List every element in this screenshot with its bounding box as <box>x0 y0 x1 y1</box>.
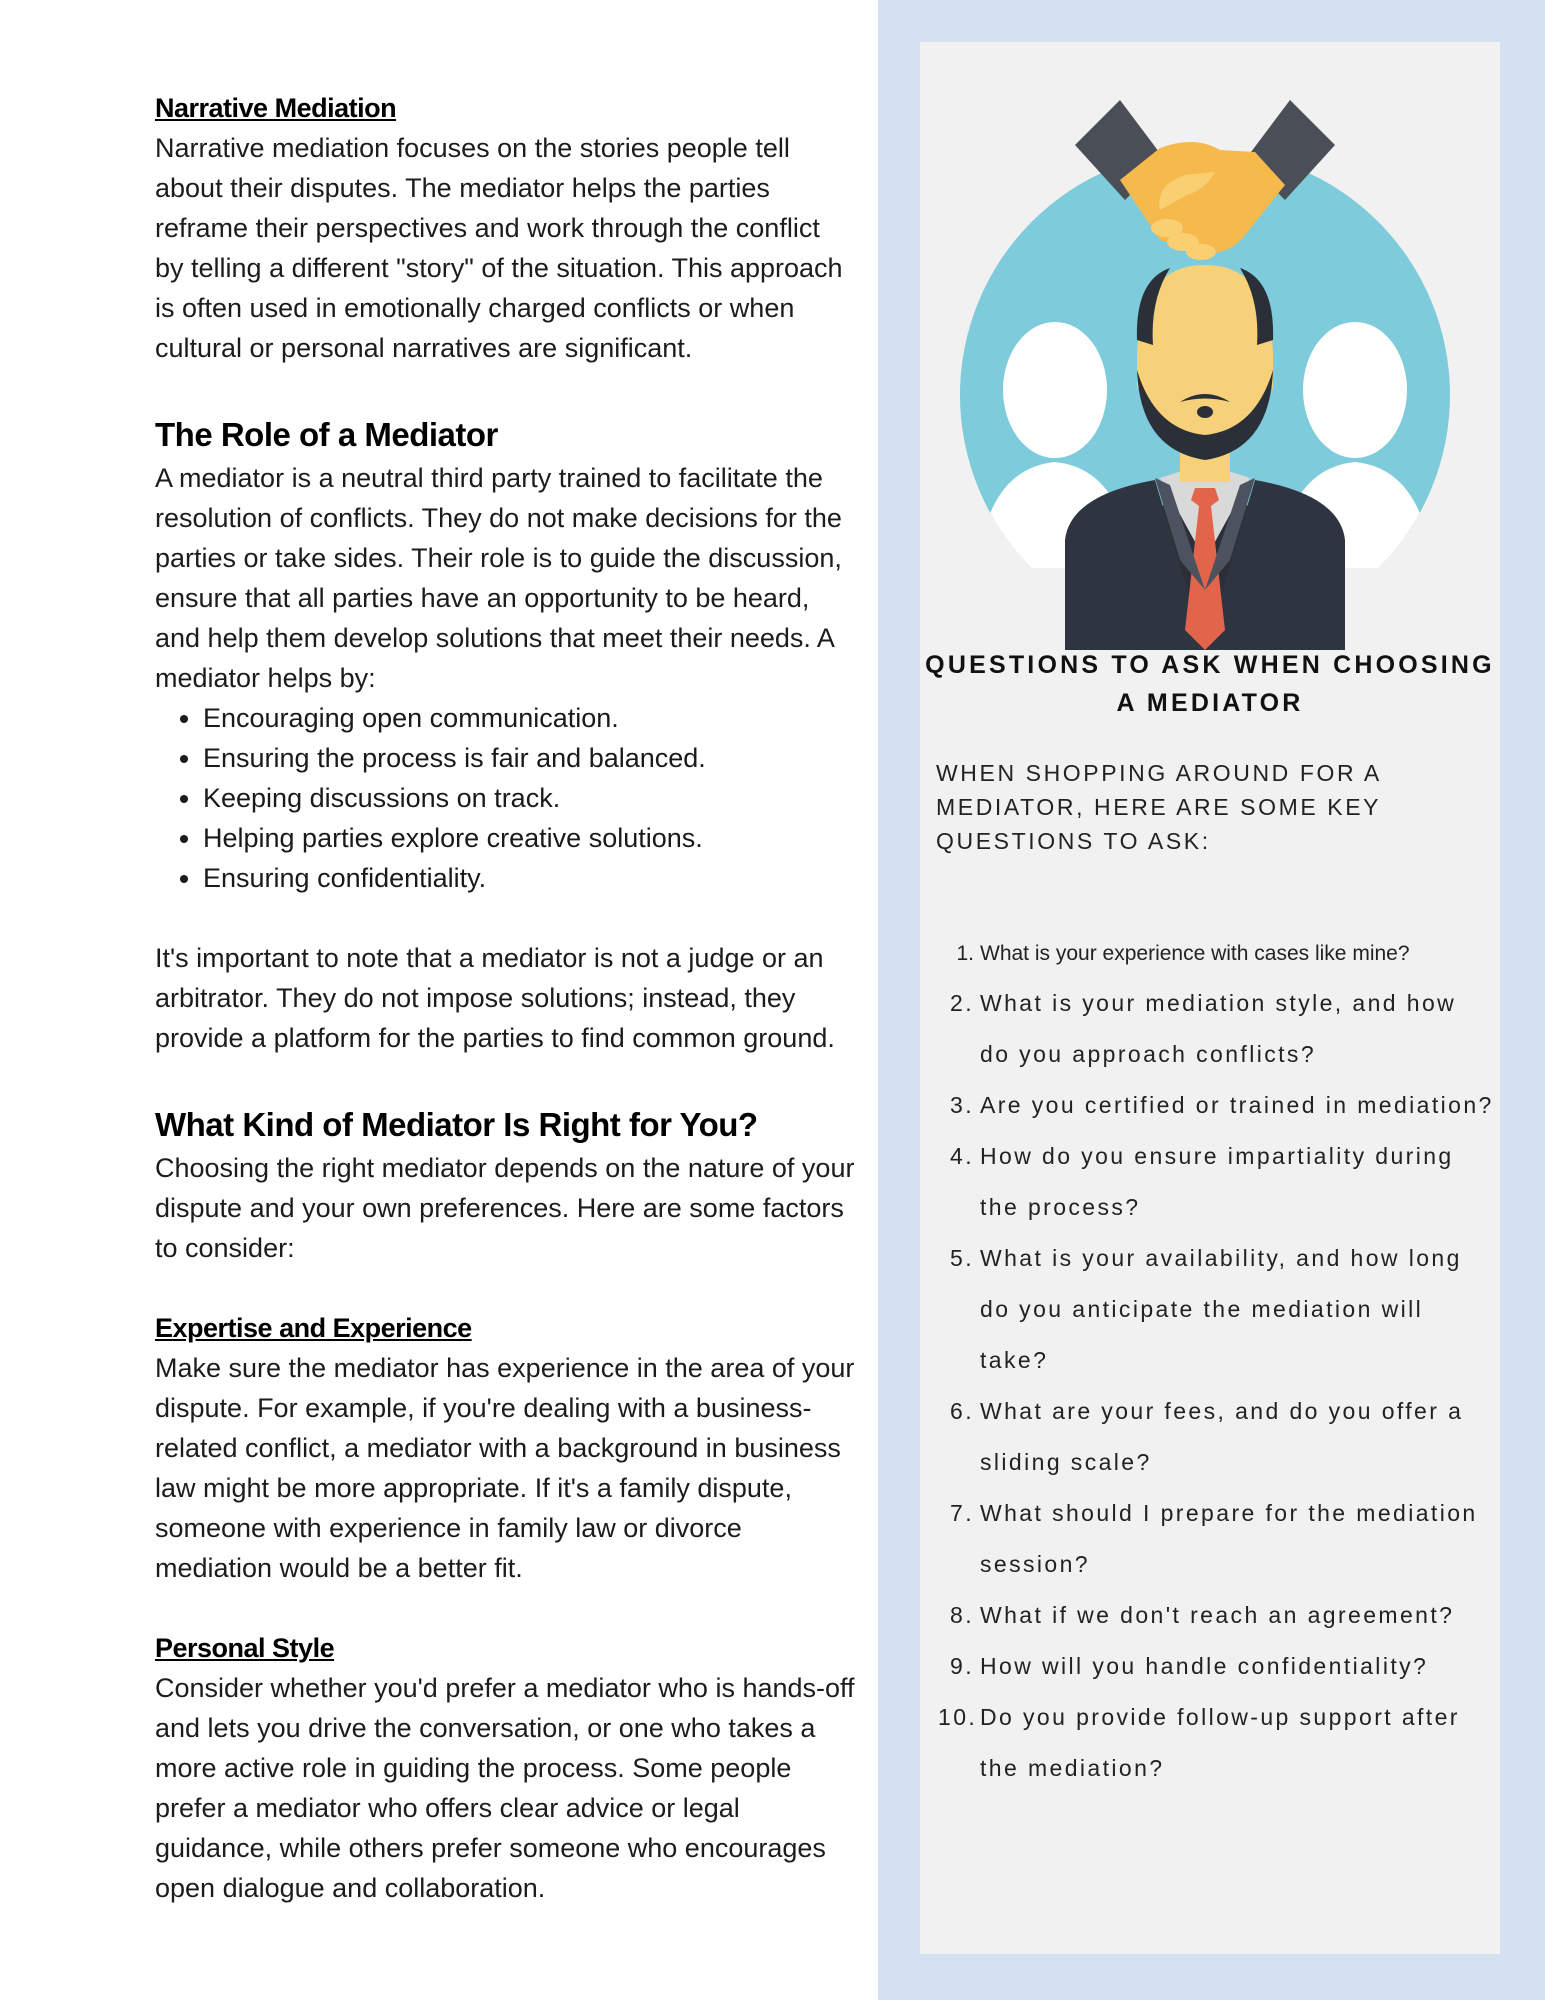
sidebar-card <box>920 42 1500 1954</box>
questions-title: QUESTIONS TO ASK WHEN CHOOSING A MEDIATOR <box>925 651 1495 717</box>
mediator-note: It's important to note that a mediator is not a judge or an arbitrator. They do not impose solutions; instead, they provide a platform for the parties to find common ground. <box>155 943 835 1053</box>
question-item: 3. Are you certified or trained in mediation? <box>950 1092 1494 1118</box>
questions-list <box>938 930 1494 1794</box>
sidebar-panel <box>878 0 1545 2000</box>
personal-style-body: Consider whether you'd prefer a mediator who is hands-off and lets you drive the conversation, or one who takes a more active role in guiding the process. Some people prefer a mediator who offers clear advice or legal guidance, while others prefer someone who encourages open dialogue and collaboration. <box>155 1673 855 1903</box>
question-item: 5. What is your availability, and how long do you anticipate the mediation will take? <box>950 1245 1462 1373</box>
narrative-mediation-body: Narrative mediation focuses on the stories people tell about their disputes. The mediator helps the parties reframe their perspectives and work through the conflict by telling a different "story" of the situation. This approach is often used in emotionally charged conflicts or when cultural or personal narratives are significant. <box>155 133 843 363</box>
list-item: • Ensuring the process is fair and balanced. <box>203 738 855 778</box>
question-item: 10. Do you provide follow-up support after the mediation? <box>938 1704 1460 1781</box>
list-item: • Encouraging open communication. <box>203 698 855 738</box>
list-item: • Keeping discussions on track. <box>203 778 855 818</box>
question-item: 2. What is your mediation style, and how do you approach conflicts? <box>950 990 1457 1067</box>
role-of-mediator-title: The Role of a Mediator <box>155 416 498 453</box>
question-item: 7. What should I prepare for the mediation session? <box>950 1500 1478 1577</box>
which-mediator-title: What Kind of Mediator Is Right for You? <box>155 1106 758 1143</box>
mediator-helps-list <box>155 698 855 898</box>
list-item: • Ensuring confidentiality. <box>203 858 855 898</box>
question-item: 9. How will you handle confidentiality? <box>950 1653 1429 1679</box>
question-item: 1. What is your experience with cases like mine? <box>956 942 1410 965</box>
mediator-handshake-icon <box>955 90 1465 650</box>
questions-intro: WHEN SHOPPING AROUND FOR A MEDIATOR, HERE ARE SOME KEY QUESTIONS TO ASK: <box>936 760 1381 854</box>
question-item: 8. What if we don't reach an agreement? <box>950 1602 1455 1628</box>
role-of-mediator-body: A mediator is a neutral third party trained to facilitate the resolution of conflicts. They do not make decisions for the parties or take sides. Their role is to guide the discussion, ensure that all parties have an opportunity to be heard, and help them develop solutions that meet their needs. A mediator helps by: <box>155 463 842 693</box>
expertise-heading: Expertise and Experience <box>155 1313 472 1343</box>
question-item: 4. How do you ensure impartiality during the process? <box>950 1143 1454 1220</box>
which-mediator-body: Choosing the right mediator depends on the nature of your dispute and your own preferences. Here are some factors to consider: <box>155 1153 855 1263</box>
question-item: 6. What are your fees, and do you offer a sliding scale? <box>950 1398 1464 1475</box>
list-item: • Helping parties explore creative solutions. <box>203 818 855 858</box>
main-content <box>155 88 855 1908</box>
narrative-mediation-heading: Narrative Mediation <box>155 93 397 123</box>
personal-style-heading: Personal Style <box>155 1633 335 1663</box>
expertise-body: Make sure the mediator has experience in the area of your dispute. For example, if you're dealing with a business-related conflict, a mediator with a background in business law might be more appropriate. If it's a family dispute, someone with experience in family law or divorce mediation would be a better fit. <box>155 1353 855 1583</box>
